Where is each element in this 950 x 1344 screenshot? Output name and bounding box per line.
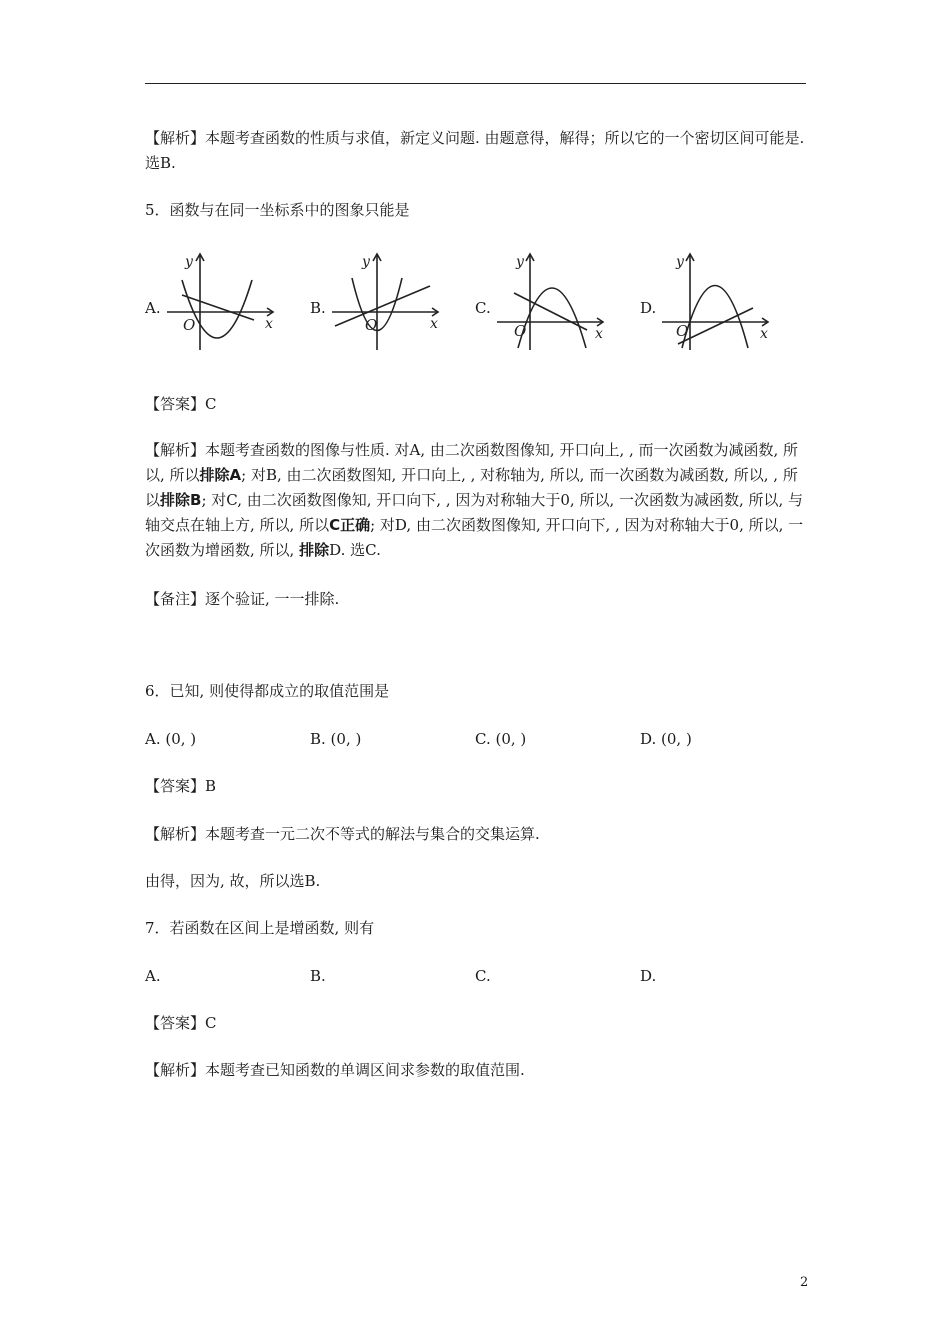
q6-option-c: C. (0, )	[475, 730, 527, 748]
x-axis-label: x	[430, 316, 438, 332]
q5-emphasis-exclude-b: 排除B	[160, 491, 202, 509]
q7-option-c: C.	[475, 967, 491, 985]
q5-graph-c	[495, 248, 615, 353]
q7-stem: 7．若函数在区间上是增函数, 则有	[145, 919, 375, 937]
parabola-curve	[682, 286, 748, 349]
q5-analysis	[145, 438, 806, 563]
page-number: 2	[800, 1275, 809, 1290]
y-axis-label: y	[516, 254, 524, 270]
q5-option-a-label: A.	[145, 299, 161, 317]
q6-analysis: 【解析】本题考查一元二次不等式的解法与集合的交集运算.	[145, 825, 540, 843]
q5-graph-d	[660, 248, 780, 353]
q4-analysis: 【解析】本题考查函数的性质与求值，新定义问题. 由题意得，解得；所以它的一个密切区间可能是. 选B.	[145, 129, 805, 172]
q7-option-b: B.	[310, 967, 326, 985]
x-axis-label: x	[760, 326, 768, 342]
q6-option-b: B. (0, )	[310, 730, 362, 748]
header-rule	[145, 83, 806, 84]
q5-analysis-text: ; 对B, 由二次函数图知, 开口向上, , 对称轴为, 所以, 而一次函数为减函数, 所以, , 所以	[145, 466, 798, 509]
origin-label: O	[183, 316, 196, 334]
origin-label: O	[365, 316, 378, 334]
q5-emphasis-exclude-a: 排除A	[199, 466, 242, 484]
q6-option-a: A. (0, )	[145, 730, 197, 748]
q5-option-d-label: D.	[640, 299, 657, 317]
q5-stem: 5．函数与在同一坐标系中的图象只能是	[145, 201, 410, 219]
origin-label: O	[514, 322, 527, 340]
q5-graph-b	[330, 248, 450, 353]
q7-analysis: 【解析】本题考查已知函数的单调区间求参数的取值范围.	[145, 1061, 525, 1079]
q7-answer: 【答案】C	[145, 1014, 217, 1032]
q5-option-c-label: C.	[475, 299, 491, 317]
line-curve	[335, 286, 430, 326]
q7-option-a: A.	[145, 967, 161, 985]
y-axis-label: y	[185, 254, 193, 270]
parabola-curve	[518, 288, 586, 348]
q5-graph-a	[165, 248, 285, 353]
x-axis-label: x	[265, 316, 273, 332]
q5-analysis-text: D. 选C.	[329, 541, 381, 559]
q5-option-b-label: B.	[310, 299, 326, 317]
q5-answer: 【答案】C	[145, 395, 217, 413]
q6-answer: 【答案】B	[145, 777, 217, 795]
q6-solution: 由得，因为, 故，所以选B.	[145, 872, 321, 890]
q7-option-d: D.	[640, 967, 657, 985]
q5-note: 【备注】逐个验证, 一一排除.	[145, 590, 340, 608]
q6-option-d: D. (0, )	[640, 730, 692, 748]
q5-emphasis-c-correct: C正确	[329, 516, 371, 534]
origin-label: O	[676, 322, 689, 340]
q5-emphasis-exclude: 排除	[299, 541, 330, 559]
q6-stem: 6．已知, 则使得都成立的取值范围是	[145, 682, 390, 700]
q5-analysis-text: ; 对C, 由二次函数图像知, 开口向下, , 因为对称轴大于0, 所以, 一次函数为减函数, 所以, 与轴交点在轴上方, 所以, 所以	[145, 491, 804, 534]
y-axis-label: y	[362, 254, 370, 270]
x-axis-label: x	[595, 326, 603, 342]
y-axis-label: y	[676, 254, 684, 270]
q5-analysis-text: 【解析】本题考查函数的图像与性质. 对A, 由二次函数图像知, 开口向上, , 而一次函数为减函数, 所以, 所以	[145, 441, 799, 484]
q5-analysis-text: ; 对D, 由二次函数图像知, 开口向下, , 因为对称轴大于0, 所以, 一次函数为增函数, 所以,	[145, 516, 804, 559]
